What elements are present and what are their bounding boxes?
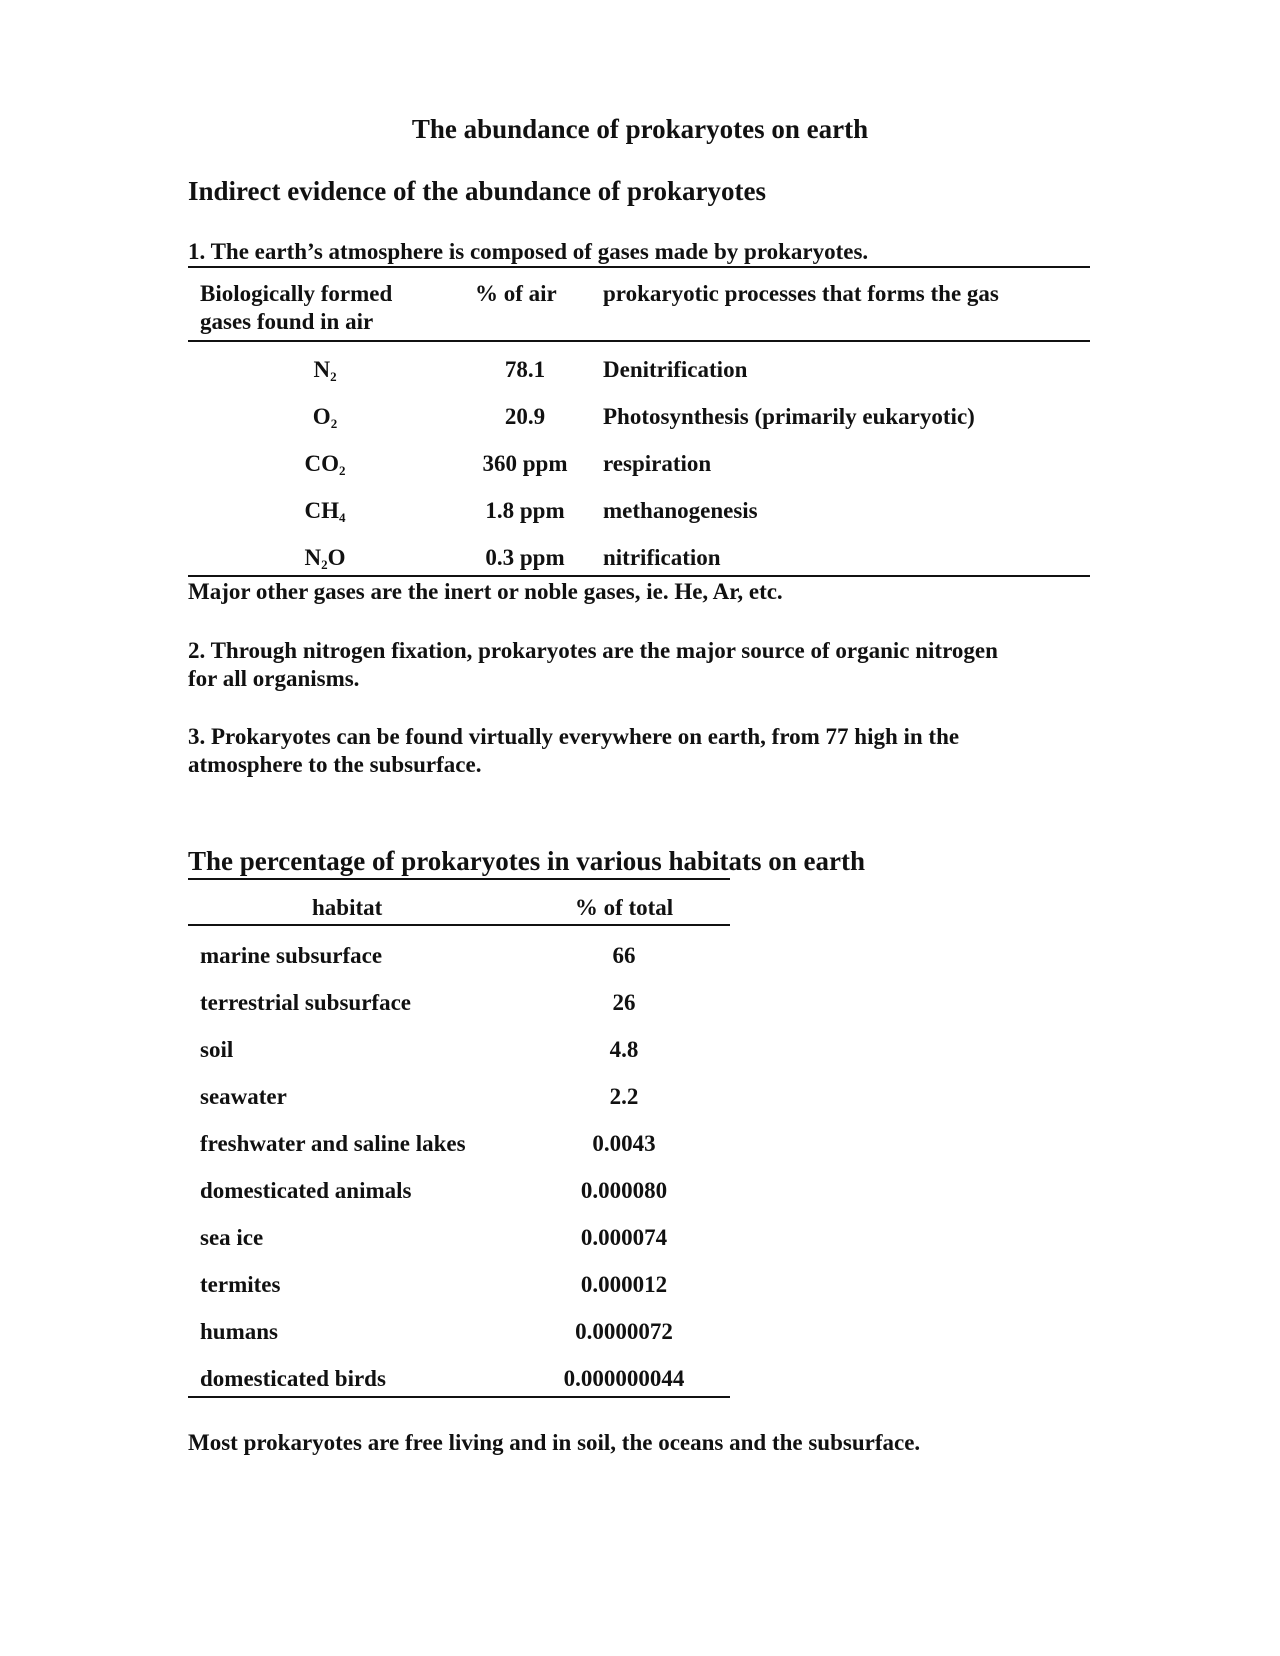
point-2-nitrogen-fixation-line1: 2. Through nitrogen fixation, prokaryotes are the major source of organic nitrogen: [188, 638, 998, 663]
habitat-name: seawater: [200, 1084, 287, 1109]
habitat-total: 0.0000072: [575, 1319, 673, 1344]
habitat-name: domesticated birds: [200, 1366, 386, 1391]
habitat-total: 2.2: [609, 1084, 639, 1109]
section-heading-indirect-evidence: Indirect evidence of the abundance of prokaryotes: [188, 176, 766, 206]
point-2-nitrogen-fixation-line2: for all organisms.: [188, 666, 360, 691]
habitat-total: 66: [612, 943, 636, 968]
gas-formula: $O_2$: [312, 404, 338, 431]
habitat-total: 0.0043: [592, 1131, 656, 1156]
gas-percent: 78.1: [504, 357, 546, 382]
gas-process: Photosynthesis (primarily eukaryotic): [603, 404, 975, 429]
gas-formula: $N_2$: [313, 357, 337, 384]
habitat-total: 0.000080: [580, 1178, 668, 1203]
habitat-table-header-habitat: habitat: [312, 895, 383, 920]
gas-table-header-gas-line2: gases found in air: [200, 309, 374, 334]
point-1-atmosphere: 1. The earth’s atmosphere is composed of gases made by prokaryotes.: [188, 239, 869, 264]
gas-process: Denitrification: [603, 357, 748, 382]
gas-percent: 0.3 ppm: [485, 545, 565, 570]
gas-process: respiration: [603, 451, 712, 476]
conclusion: Most prokaryotes are free living and in soil, the oceans and the subsurface.: [188, 1430, 921, 1455]
habitat-name: soil: [200, 1037, 234, 1062]
habitat-total: 4.8: [609, 1037, 639, 1062]
habitat-table-header-total: % of total: [574, 895, 674, 920]
gas-table-bottom-rule: [188, 575, 1090, 577]
habitat-table-bottom-rule: [188, 1396, 730, 1398]
habitat-table-header-rule: [188, 924, 730, 926]
habitat-total: 26: [612, 990, 636, 1015]
habitat-total: 0.000000044: [563, 1366, 685, 1391]
gas-table-header-process: prokaryotic processes that forms the gas: [603, 281, 999, 306]
habitat-name: sea ice: [200, 1225, 264, 1250]
habitat-total: 0.000012: [580, 1272, 668, 1297]
gas-table-header-rule: [188, 340, 1090, 342]
page-title: The abundance of prokaryotes on earth: [411, 114, 869, 144]
habitat-table-top-rule: [188, 878, 730, 880]
gas-percent: 360 ppm: [482, 451, 568, 476]
habitat-total: 0.000074: [580, 1225, 668, 1250]
gas-table-header-percent: % of air: [475, 281, 557, 306]
gas-table-header-gas-line1: Biologically formed: [200, 281, 393, 306]
gas-percent: 20.9: [504, 404, 546, 429]
gas-table-footnote: Major other gases are the inert or noble gases, ie. He, Ar, etc.: [188, 579, 783, 604]
gas-process: methanogenesis: [603, 498, 758, 523]
habitat-name: humans: [200, 1319, 278, 1344]
gas-table-top-rule: [188, 266, 1090, 268]
gas-formula: $CH_4$: [304, 498, 346, 525]
gas-process: nitrification: [603, 545, 721, 570]
gas-formula: $N_2O$: [304, 545, 346, 572]
point-3-everywhere-line1: 3. Prokaryotes can be found virtually everywhere on earth, from 77 high in the: [188, 724, 960, 749]
habitat-name: terrestrial subsurface: [200, 990, 411, 1015]
gas-formula: $CO_2$: [304, 451, 346, 478]
habitat-name: marine subsurface: [200, 943, 383, 968]
habitat-name: termites: [200, 1272, 281, 1297]
habitat-name: domesticated animals: [200, 1178, 412, 1203]
gas-percent: 1.8 ppm: [485, 498, 565, 523]
point-3-everywhere-line2: atmosphere to the subsurface.: [188, 752, 482, 777]
section-heading-habitats: The percentage of prokaryotes in various habitats on earth: [188, 846, 865, 876]
habitat-name: freshwater and saline lakes: [200, 1131, 466, 1156]
